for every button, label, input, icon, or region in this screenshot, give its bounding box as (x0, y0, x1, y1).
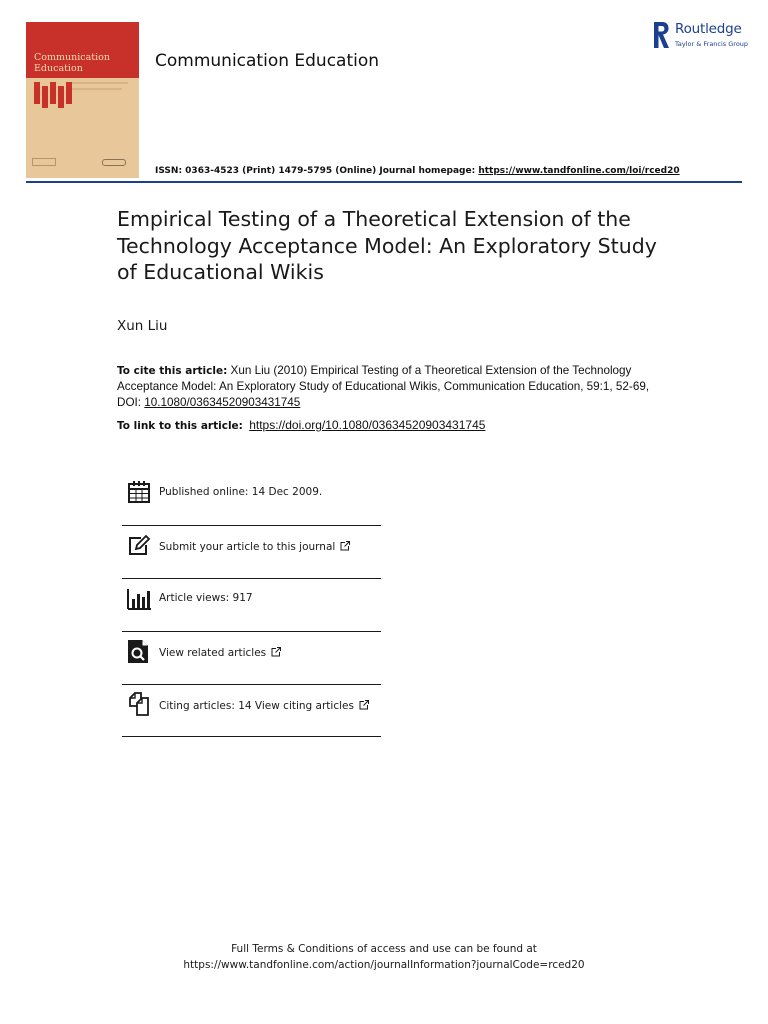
related-articles-link[interactable] (159, 647, 281, 659)
cover-title-line1: Communication (34, 52, 110, 63)
related-articles-text: View related articles (159, 647, 267, 659)
row-divider (122, 578, 381, 579)
citation-text: Xun Liu (2010) Empirical Testing of a Theoretical Extension of the Technology Acceptance Model: An Exploratory Study of Educational Wikis, Communication Education, 59:1, 52-69, DOI: (117, 364, 650, 409)
row-divider (122, 525, 381, 526)
citation-label: To cite this article: (117, 365, 228, 377)
citation-block (117, 363, 657, 410)
citing-articles-text: Citing articles: 14 View citing articles (159, 700, 354, 712)
submit-article-row[interactable] (122, 531, 381, 575)
calendar-icon (127, 480, 151, 504)
publisher-logo (652, 21, 748, 51)
citing-articles-link[interactable] (159, 700, 369, 712)
related-articles-row[interactable] (122, 637, 381, 681)
cover-publisher-logo (102, 159, 126, 166)
article-link-line (117, 418, 485, 432)
bar-chart-icon (127, 587, 151, 611)
article-author: Xun Liu (117, 318, 168, 334)
terms-line1: Full Terms & Conditions of access and use can be found at (231, 943, 537, 955)
article-title: Empirical Testing of a Theoretical Extension of the Technology Acceptance Model: An Exploratory Study of Educational Wikis (117, 207, 657, 284)
search-document-icon (127, 639, 151, 663)
external-link-icon (340, 541, 350, 551)
header-divider (26, 181, 742, 183)
article-views-row (122, 584, 381, 628)
journal-homepage-link[interactable]: https://www.tandfonline.com/loi/rced20 (478, 166, 680, 176)
external-link-icon (359, 700, 369, 710)
row-divider (122, 736, 381, 737)
issn-text: ISSN: 0363-4523 (Print) 1479-5795 (Online) Journal homepage: (155, 166, 479, 176)
cover-meta-line (72, 88, 122, 90)
published-online-row (122, 476, 381, 516)
terms-footer (0, 942, 768, 973)
doi-link[interactable]: 10.1080/03634520903431745 (144, 395, 301, 409)
publisher-name: Routledge (675, 21, 742, 37)
citing-articles-row[interactable] (122, 690, 381, 734)
cover-title-line2: Education (34, 63, 83, 74)
citing-icon (127, 692, 151, 716)
row-divider (122, 631, 381, 632)
article-doi-url-link[interactable]: https://doi.org/10.1080/03634520903431745 (249, 418, 486, 432)
journal-cover-image (26, 22, 139, 178)
routledge-r-icon (652, 21, 670, 49)
link-label: To link to this article: (117, 420, 243, 432)
cover-meta-line (72, 82, 128, 84)
submit-article-text: Submit your article to this journal (159, 541, 336, 553)
published-online-text: Published online: 14 Dec 2009. (159, 486, 323, 498)
terms-url[interactable]: https://www.tandfonline.com/action/journalInformation?journalCode=rced20 (183, 958, 585, 971)
publisher-group: Taylor & Francis Group (675, 40, 749, 48)
submit-article-link[interactable] (159, 541, 350, 553)
edit-icon (127, 534, 151, 558)
row-divider (122, 684, 381, 685)
cover-title (34, 52, 110, 74)
issn-line (155, 166, 680, 176)
article-views-text: Article views: 917 (159, 592, 253, 604)
external-link-icon (271, 647, 281, 657)
cover-publisher-logo (32, 158, 56, 166)
journal-name: Communication Education (155, 51, 380, 71)
